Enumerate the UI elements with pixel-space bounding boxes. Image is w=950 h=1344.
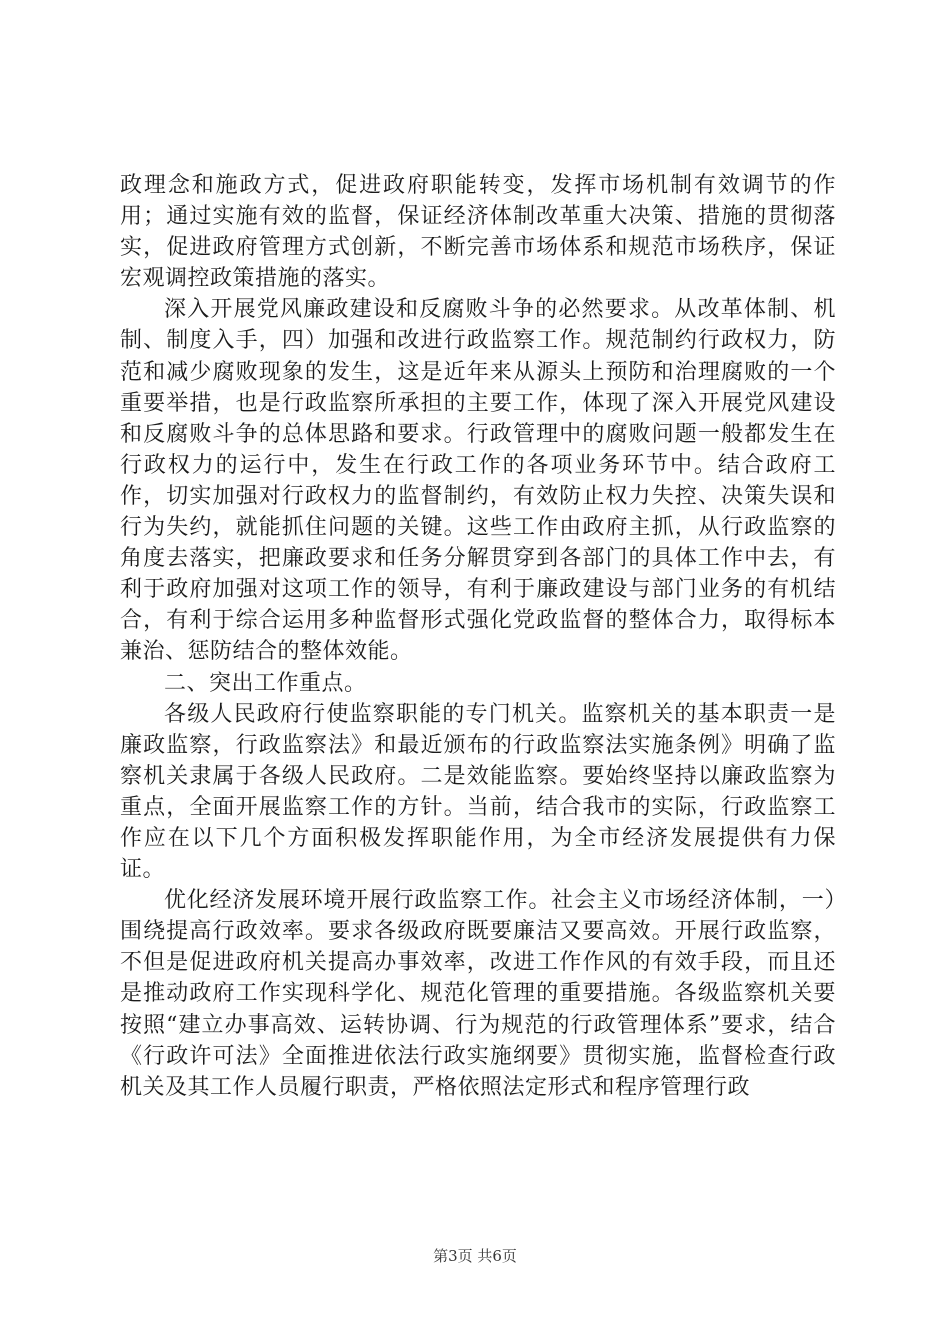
section-heading: 二、突出工作重点。 [164,670,367,696]
document-body [120,170,836,1103]
page-number-footer: 第3页 共6页 [433,1247,517,1265]
paragraph-1: 政理念和施政方式，促进政府职能转变，发挥市场机制有效调节的作用；通过实施有效的监督，保证经济体制改革重大决策、措施的贯彻落实，促进政府管理方式创新，不断完善市场体系和规范市场秩序，保证宏观调控政策措施的落实。 [120,173,836,292]
paragraph-2: 深入开展党风廉政建设和反腐败斗争的必然要求。从改革体制、机制、制度入手，四）加强和改进行政监察工作。规范制约行政权力，防范和减少腐败现象的发生，这是近年来从源头上预防和治理腐败的一个重要举措，也是行政监察所承担的主要工作，体现了深入开展党风建设和反腐败斗争的总体思路和要求。行政管理中的腐败问题一般都发生在行政权力的运行中，发生在行政工作的各项业务环节中。结合政府工作，切实加强对行政权力的监督制约，有效防止权力失控、决策失误和行为失约，就能抓住问题的关键。这些工作由政府主抓，从行政监察的角度去落实，把廉政要求和任务分解贯穿到各部门的具体工作中去，有利于政府加强对这项工作的领导，有利于廉政建设与部门业务的有机结合，有利于综合运用多种监督形式强化党政监督的整体合力，取得标本兼治、惩防结合的整体效能。 [120,297,836,665]
paragraph-3: 各级人民政府行使监察职能的专门机关。监察机关的基本职责一是廉政监察，行政监察法》和最近颁布的行政监察法实施条例》明确了监察机关隶属于各级人民政府。二是效能监察。要始终坚持以廉政监察为重点，全面开展监察工作的方针。当前，结合我市的实际，行政监察工作应在以下几个方面积极发挥职能作用，为全市经济发展提供有力保证。 [120,701,836,883]
paragraph-4: 优化经济发展环境开展行政监察工作。社会主义市场经济体制，一）围绕提高行政效率。要求各级政府既要廉洁又要高效。开展行政监察，不但是促进政府机关提高办事效率，改进工作作风的有效手段，而且还是推动政府工作实现科学化、规范化管理的重要措施。各级监察机关要按照“建立办事高效、运转协调、行为规范的行政管理体系”要求，结合《行政许可法》全面推进依法行政实施纲要》贯彻实施，监督检查行政机关及其工作人员履行职责，严格依照法定形式和程序管理行政 [120,888,836,1100]
